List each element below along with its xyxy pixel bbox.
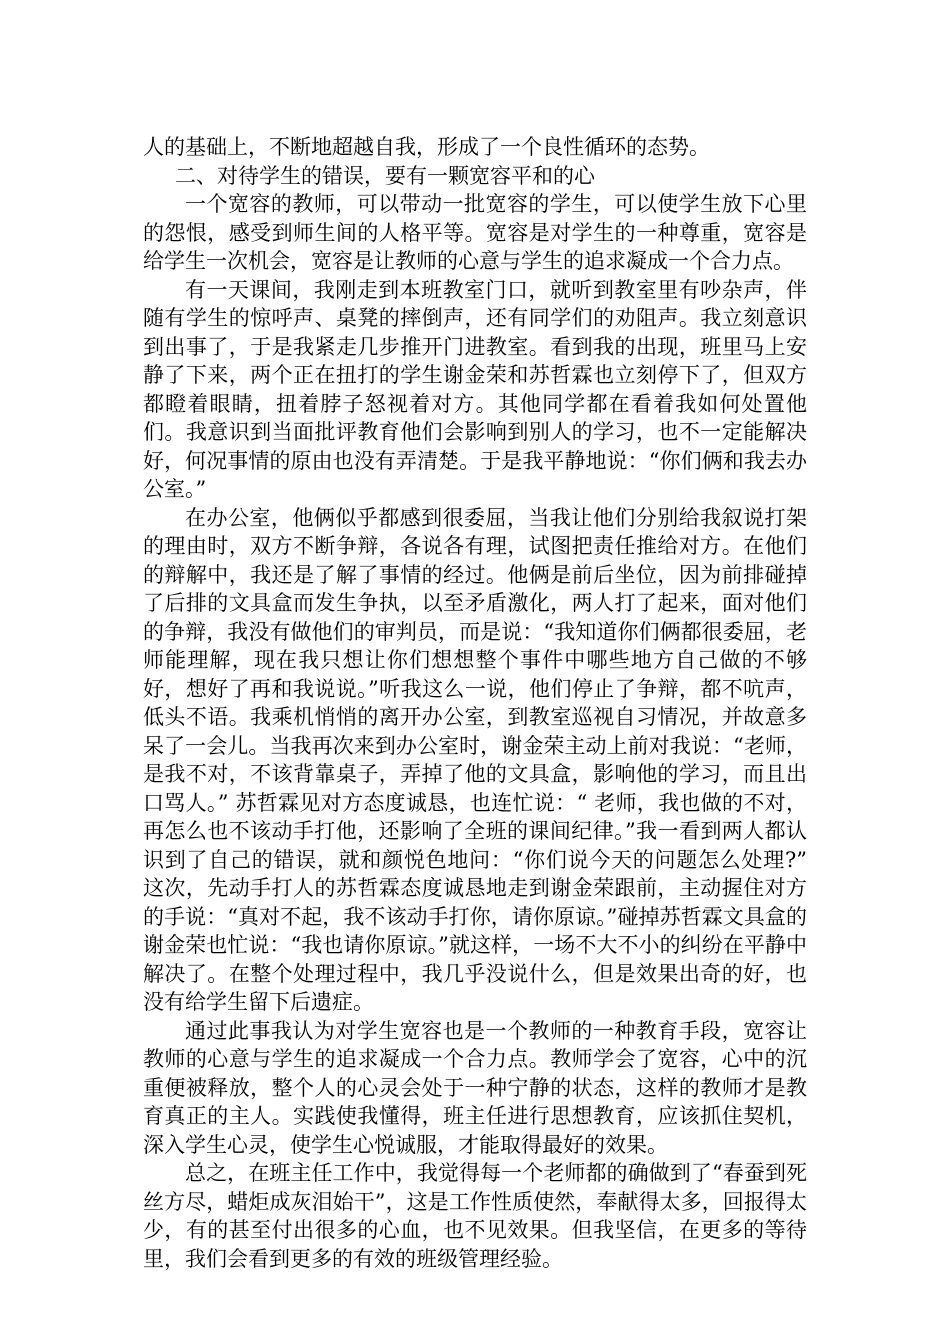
body-paragraph: 通过此事我认为对学生宽容也是一个教师的一种教育手段，宽容让教师的心意与学生的追求凝成一个合力点。教师学会了宽容，心中的沉重便被释放，整个人的心灵会处于一种宁静的状态，这样的教师才是教育真正的主人。实践使我懂得，班主任进行思想教育，应该抓住契机，深入学生心灵，使学生心悦诚服，才能取得最好的效果。 bbox=[143, 1018, 807, 1157]
document-body bbox=[143, 133, 807, 1273]
body-paragraph: 总之，在班主任工作中，我觉得每一个老师都的确做到了“春蚕到死丝方尽，蜡炬成灰泪始干”，这是工作性质使然，奉献得太多，回报得太少，有的甚至付出很多的心血，也不见效果。但我坚信，在更多的等待里，我们会看到更多的有效的班级管理经验。 bbox=[143, 1161, 807, 1271]
body-paragraph: 一个宽容的教师，可以带动一批宽容的学生，可以使学生放下心里的怨恨，感受到师生间的人格平等。宽容是对学生的一种尊重，宽容是给学生一次机会，宽容是让教师的心意与学生的追求凝成一个合力点。 bbox=[143, 192, 807, 273]
continuation-paragraph: 人的基础上，不断地超越自我，形成了一个良性循环的态势。 bbox=[143, 135, 710, 159]
section-heading: 二、对待学生的错误，要有一颗宽容平和的心 bbox=[175, 163, 595, 188]
body-paragraph: 在办公室，他俩似乎都感到很委屈，当我让他们分别给我叙说打架的理由时，双方不断争辩，各说各有理，试图把责任推给对方。在他们的辩解中，我还是了解了事情的经过。他俩是前后坐位，因为前排碰掉了后排的文具盒而发生争执，以至矛盾激化，两人打了起来，面对他们的争辩，我没有做他们的审判员，而是说：“我知道你们俩都很委屈，老师能理解，现在我只想让你们想想整个事件中哪些地方自己做的不够好，想好了再和我说说。”听我这么一说，他们停止了争辩，都不吭声，低头不语。我乘机悄悄的离开办公室，到教室巡视自习情况，并故意多呆了一会儿。当我再次来到办公室时，谢金荣主动上前对我说：“老师，是我不对，不该背靠桌子，弄掉了他的文具盒，影响他的学习，而且出口骂人。” 苏哲霖见对方态度诚恳，也连忙说：“ 老师，我也做的不对，再怎么也不该动手打他，还影响了全班的课间纪律。”我一看到两人都认识到了自己的错误，就和颜悦色地问：“你们说今天的问题怎么处理?” 这次，先动手打人的苏哲霖态度诚恳地走到谢金荣跟前，主动握住对方的手说：“真对不起，我不该动手打你，请你原谅。”碰掉苏哲霖文具盒的谢金荣也忙说：“我也请你原谅。”就这样，一场不大不小的纠纷在平静中解决了。在整个处理过程中，我几乎没说什么，但是效果出奇的好，也没有给学生留下后遗症。 bbox=[143, 505, 807, 1014]
body-paragraph: 有一天课间，我刚走到本班教室门口，就听到教室里有吵杂声，伴随有学生的惊呼声、桌凳的摔倒声，还有同学们的劝阻声。我立刻意识到出事了，于是我紧走几步推开门进教室。看到我的出现，班里马上安静了下来，两个正在扭打的学生谢金荣和苏哲霖也立刻停下了，但双方都瞪着眼睛，扭着脖子怒视着对方。其他同学都在看着我如何处置他们。我意识到当面批评教育他们会影响到别人的学习，也不一定能解决好，何况事情的原由也没有弄清楚。于是我平静地说：“你们俩和我去办公室。” bbox=[143, 277, 807, 501]
